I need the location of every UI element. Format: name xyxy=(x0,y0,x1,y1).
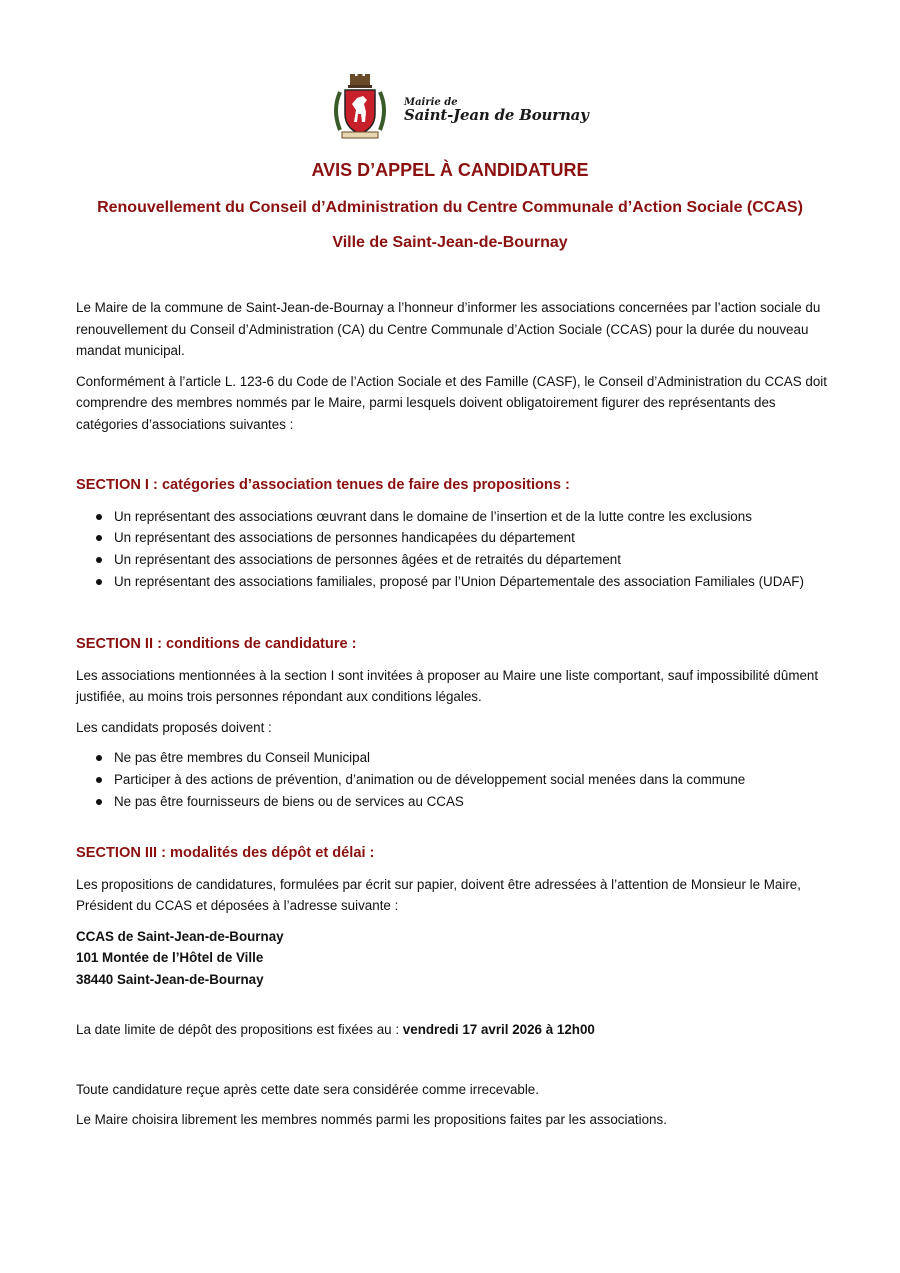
logo-line-small: Mairie de xyxy=(404,96,458,108)
deadline-date: vendredi 17 avril 2026 à 12h00 xyxy=(402,1022,595,1037)
address-line: 101 Montée de l’Hôtel de Ville xyxy=(76,950,264,965)
logo-line-big: Saint-Jean de Bournay xyxy=(404,106,589,125)
intro-block xyxy=(76,297,836,435)
section-2 xyxy=(76,634,836,812)
coat-of-arms-icon xyxy=(330,74,390,142)
section-3-heading: SECTION III : modalités des dépôt et délai : xyxy=(76,845,375,861)
intro-paragraph-1: Le Maire de la commune de Saint-Jean-de-Bournay a l’honneur d’informer les associations concernées par l’action sociale du renouvellement du Conseil d’Administration (CA) du Centre Communale d’Action Sociale (CCAS) pour la durée du nouveau mandat municipal. xyxy=(76,300,821,358)
section-1-list xyxy=(76,506,836,593)
list-item: Un représentant des associations de personnes handicapées du département xyxy=(76,527,836,549)
address-line: CCAS de Saint-Jean-de-Bournay xyxy=(76,928,284,944)
deadline-line xyxy=(76,1019,836,1041)
section-2-heading: SECTION II : conditions de candidature : xyxy=(76,636,357,652)
section-3-paragraph-1: Les propositions de candidatures, formulées par écrit sur papier, doivent être adressées à l’attention de Monsieur le Maire, Président du CCAS et déposées à l’adresse suivante : xyxy=(76,876,801,913)
list-item: Participer à des actions de prévention, d’animation ou de développement social menées dans la commune xyxy=(76,769,836,791)
note-irrecevable: Toute candidature reçue après cette date sera considérée comme irrecevable. xyxy=(76,1081,539,1097)
list-item: Ne pas être fournisseurs de biens ou de services au CCAS xyxy=(76,791,836,813)
section-1 xyxy=(76,475,836,593)
section-1-heading: SECTION I : catégories d’association tenues de faire des propositions : xyxy=(76,477,570,493)
intro-paragraph-2: Conformément à l’article L. 123-6 du Code de l’Action Sociale et des Famille (CASF), le Conseil d’Administration du CCAS doit comprendre des membres nommés par le Maire, parmi lesquels doivent obligatoirement figurer des représentants des catégories d’associations suivantes : xyxy=(76,373,827,432)
list-item: Un représentant des associations familiales, proposé par l’Union Départementale des association Familiales (UDAF) xyxy=(76,571,836,593)
address-block xyxy=(76,926,836,991)
section-2-paragraph-1: Les associations mentionnées à la section I sont invitées à proposer au Maire une liste comportant, sauf impossibilité dûment justifiée, au moins trois personnes répondant aux conditions légales. xyxy=(76,667,819,704)
section-2-paragraph-2: Les candidats proposés doivent : xyxy=(76,719,272,735)
mairie-logo xyxy=(330,74,589,142)
city-title: Ville de Saint-Jean-de-Bournay xyxy=(332,234,568,251)
note-choix-maire: Le Maire choisira librement les membres nommés parmi les propositions faites par les associations. xyxy=(76,1112,667,1127)
address-line: 38440 Saint-Jean-de-Bournay xyxy=(76,971,264,987)
list-item: Ne pas être membres du Conseil Municipal xyxy=(76,747,836,769)
section-3 xyxy=(76,843,836,1131)
list-item: Un représentant des associations de personnes âgées et de retraités du département xyxy=(76,549,836,571)
page-title: AVIS D’APPEL À CANDIDATURE xyxy=(311,160,589,180)
section-2-list xyxy=(76,747,836,812)
deadline-text: La date limite de dépôt des propositions est fixées au : xyxy=(76,1022,403,1037)
page-subtitle: Renouvellement du Conseil d’Administration du Centre Communale d’Action Sociale (CCAS) xyxy=(97,199,803,216)
list-item: Un représentant des associations œuvrant dans le domaine de l’insertion et de la lutte contre les exclusions xyxy=(76,506,836,528)
